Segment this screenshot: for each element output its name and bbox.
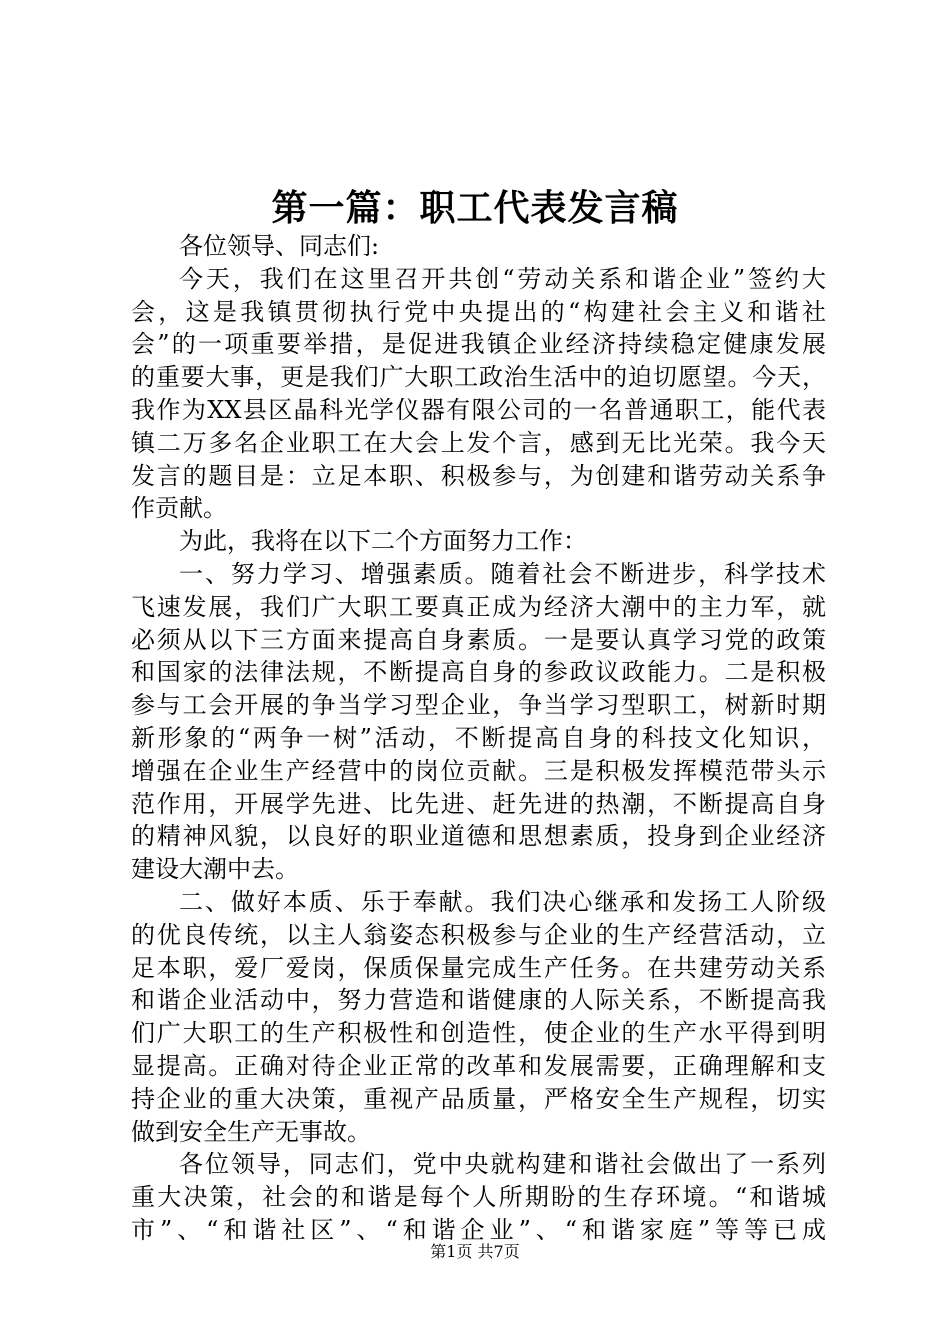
page-footer: 第1页 共7页 [430,1242,520,1261]
body-line: 足本职，爱厂爱岗，保质保量完成生产任务。在共建劳动关系 [131,953,826,982]
body-line: 会”的一项重要举措，是促进我镇企业经济持续稳定健康发展 [131,330,826,359]
body-line: 会，这是我镇贯彻执行党中央提出的“构建社会主义和谐社 [131,297,826,326]
body-line: 发言的题目是：立足本职、积极参与，为创建和谐劳动关系争 [131,461,826,490]
body-line: 市”、“和谐社区”、“和谐企业”、“和谐家庭”等等已成 [131,1215,826,1244]
body-line: 各位领导，同志们，党中央就构建和谐社会做出了一系列 [179,1150,826,1179]
body-line: 镇二万多名企业职工在大会上发个言，感到无比光荣。我今天 [131,428,826,457]
body-line: 参与工会开展的争当学习型企业，争当学习型职工，树新时期 [131,691,826,720]
body-line: 重大决策，社会的和谐是每个人所期盼的生存环境。“和谐城 [131,1183,826,1212]
body-line: 们广大职工的生产积极性和创造性，使企业的生产水平得到明 [131,1019,826,1048]
body-line: 和谐企业活动中，努力营造和谐健康的人际关系，不断提高我 [131,986,826,1015]
body-line: 二、做好本质、乐于奉献。我们决心继承和发扬工人阶级 [179,887,826,916]
body-line: 新形象的“两争一树”活动，不断提高自身的科技文化知识， [131,723,826,752]
body-line: 的精神风貌，以良好的职业道德和思想素质，投身到企业经济 [131,822,826,851]
body-line: 做到安全生产无事故。 [131,1117,371,1146]
body-line: 为此，我将在以下二个方面努力工作： [179,527,587,556]
body-line: 一、努力学习、增强素质。随着社会不断进步，科学技术 [179,559,826,588]
body-line: 增强在企业生产经营中的岗位贡献。三是积极发挥模范带头示 [131,756,826,785]
body-line: 的重要大事，更是我们广大职工政治生活中的迫切愿望。今天， [131,363,826,392]
body-line: 的优良传统，以主人翁姿态积极参与企业的生产经营活动，立 [131,920,826,949]
page-title: 第一篇：职工代表发言稿 [271,187,679,229]
document-body [131,230,826,1247]
body-line: 飞速发展，我们广大职工要真正成为经济大潮中的主力军，就 [131,592,826,621]
body-line: 范作用，开展学先进、比先进、赶先进的热潮，不断提高自身 [131,789,826,818]
body-line: 持企业的重大决策，重视产品质量，严格安全生产规程，切实 [131,1084,826,1113]
body-line: 今天，我们在这里召开共创“劳动关系和谐企业”签约大 [179,264,826,293]
body-line: 必须从以下三方面来提高自身素质。一是要认真学习党的政策 [131,625,826,654]
body-line: 和国家的法律法规，不断提高自身的参政议政能力。二是积极 [131,658,826,687]
body-line: 我作为XX县区晶科光学仪器有限公司的一名普通职工，能代表 [131,395,826,424]
body-line: 建设大潮中去。 [131,855,299,884]
body-line: 显提高。正确对待企业正常的改革和发展需要，正确理解和支 [131,1051,826,1080]
body-line: 各位领导、同志们: [179,232,380,260]
body-line: 作贡献。 [131,494,227,523]
